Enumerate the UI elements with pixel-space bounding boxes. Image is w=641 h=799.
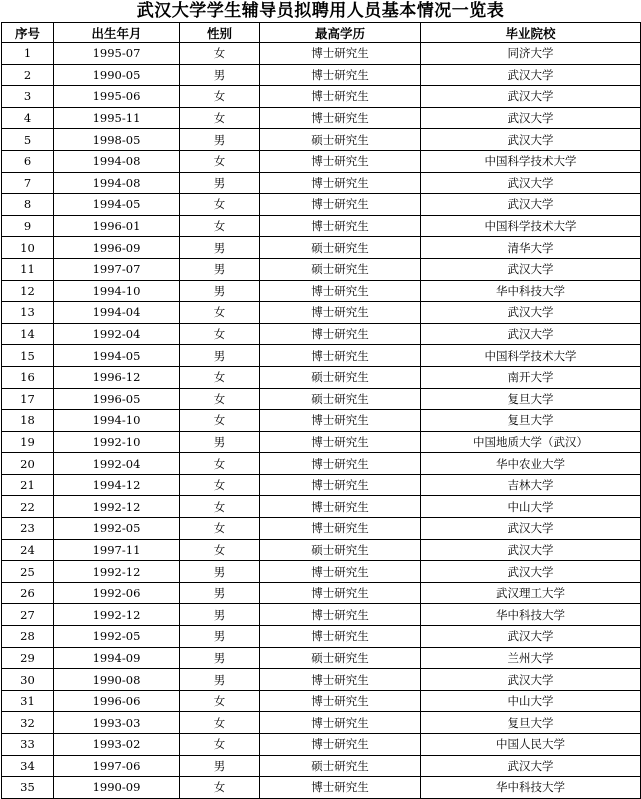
cell-degree: 硕士研究生 xyxy=(260,366,421,388)
cell-index: 1 xyxy=(2,43,54,65)
header-school: 毕业院校 xyxy=(421,23,641,43)
cell-degree: 博士研究生 xyxy=(260,150,421,172)
cell-gender: 男 xyxy=(180,258,260,280)
cell-gender: 女 xyxy=(180,539,260,561)
table-row xyxy=(2,388,641,410)
table-row xyxy=(2,280,641,302)
cell-degree: 博士研究生 xyxy=(260,86,421,108)
cell-school: 复旦大学 xyxy=(421,712,641,734)
cell-school: 武汉大学 xyxy=(421,626,641,648)
cell-birth: 1992-12 xyxy=(54,496,180,518)
cell-birth: 1994-08 xyxy=(54,150,180,172)
table-row xyxy=(2,734,641,756)
cell-school: 武汉大学 xyxy=(421,129,641,151)
cell-degree: 博士研究生 xyxy=(260,302,421,324)
table-row xyxy=(2,150,641,172)
cell-index: 34 xyxy=(2,755,54,777)
cell-gender: 女 xyxy=(180,150,260,172)
cell-gender: 女 xyxy=(180,410,260,432)
cell-index: 11 xyxy=(2,258,54,280)
cell-school: 武汉大学 xyxy=(421,172,641,194)
cell-index: 33 xyxy=(2,734,54,756)
table-row xyxy=(2,107,641,129)
cell-birth: 1995-06 xyxy=(54,86,180,108)
cell-gender: 男 xyxy=(180,647,260,669)
cell-degree: 博士研究生 xyxy=(260,734,421,756)
cell-index: 10 xyxy=(2,237,54,259)
cell-birth: 1996-12 xyxy=(54,366,180,388)
cell-gender: 女 xyxy=(180,734,260,756)
cell-school: 武汉大学 xyxy=(421,669,641,691)
cell-gender: 女 xyxy=(180,777,260,799)
cell-birth: 1994-04 xyxy=(54,302,180,324)
cell-degree: 硕士研究生 xyxy=(260,129,421,151)
cell-school: 武汉大学 xyxy=(421,518,641,540)
table-row xyxy=(2,604,641,626)
page-title: 武汉大学学生辅导员拟聘用人员基本情况一览表 xyxy=(136,1,505,21)
table-row xyxy=(2,237,641,259)
table-row xyxy=(2,561,641,583)
table-row xyxy=(2,172,641,194)
table-row xyxy=(2,129,641,151)
cell-degree: 博士研究生 xyxy=(260,431,421,453)
cell-gender: 女 xyxy=(180,518,260,540)
cell-gender: 男 xyxy=(180,64,260,86)
cell-school: 武汉理工大学 xyxy=(421,582,641,604)
cell-birth: 1992-10 xyxy=(54,431,180,453)
cell-degree: 硕士研究生 xyxy=(260,647,421,669)
table-row xyxy=(2,496,641,518)
cell-degree: 博士研究生 xyxy=(260,215,421,237)
cell-birth: 1996-05 xyxy=(54,388,180,410)
header-gender: 性别 xyxy=(180,23,260,43)
table-row xyxy=(2,626,641,648)
cell-degree: 硕士研究生 xyxy=(260,258,421,280)
cell-degree: 硕士研究生 xyxy=(260,755,421,777)
cell-degree: 博士研究生 xyxy=(260,496,421,518)
cell-gender: 女 xyxy=(180,712,260,734)
cell-degree: 博士研究生 xyxy=(260,280,421,302)
cell-index: 15 xyxy=(2,345,54,367)
cell-birth: 1990-09 xyxy=(54,777,180,799)
cell-school: 武汉大学 xyxy=(421,539,641,561)
cell-school: 武汉大学 xyxy=(421,194,641,216)
cell-degree: 博士研究生 xyxy=(260,345,421,367)
cell-index: 28 xyxy=(2,626,54,648)
cell-degree: 博士研究生 xyxy=(260,690,421,712)
cell-birth: 1998-05 xyxy=(54,129,180,151)
cell-degree: 硕士研究生 xyxy=(260,539,421,561)
cell-gender: 女 xyxy=(180,86,260,108)
cell-school: 武汉大学 xyxy=(421,561,641,583)
cell-school: 中山大学 xyxy=(421,496,641,518)
cell-birth: 1992-05 xyxy=(54,518,180,540)
cell-birth: 1994-10 xyxy=(54,410,180,432)
cell-degree: 博士研究生 xyxy=(260,626,421,648)
cell-birth: 1993-02 xyxy=(54,734,180,756)
cell-school: 吉林大学 xyxy=(421,474,641,496)
table-row xyxy=(2,712,641,734)
cell-school: 复旦大学 xyxy=(421,388,641,410)
cell-school: 武汉大学 xyxy=(421,323,641,345)
header-degree: 最高学历 xyxy=(260,23,421,43)
cell-gender: 男 xyxy=(180,237,260,259)
cell-birth: 1992-06 xyxy=(54,582,180,604)
cell-school: 武汉大学 xyxy=(421,755,641,777)
cell-index: 9 xyxy=(2,215,54,237)
cell-school: 华中农业大学 xyxy=(421,453,641,475)
cell-birth: 1994-05 xyxy=(54,345,180,367)
cell-index: 3 xyxy=(2,86,54,108)
cell-birth: 1993-03 xyxy=(54,712,180,734)
cell-school: 中国科学技术大学 xyxy=(421,345,641,367)
table-row xyxy=(2,194,641,216)
table-row xyxy=(2,345,641,367)
cell-degree: 博士研究生 xyxy=(260,323,421,345)
cell-index: 26 xyxy=(2,582,54,604)
cell-school: 武汉大学 xyxy=(421,258,641,280)
cell-index: 21 xyxy=(2,474,54,496)
cell-degree: 博士研究生 xyxy=(260,410,421,432)
cell-birth: 1994-05 xyxy=(54,194,180,216)
cell-degree: 博士研究生 xyxy=(260,777,421,799)
cell-gender: 男 xyxy=(180,129,260,151)
cell-index: 27 xyxy=(2,604,54,626)
cell-index: 20 xyxy=(2,453,54,475)
cell-birth: 1996-09 xyxy=(54,237,180,259)
cell-index: 13 xyxy=(2,302,54,324)
cell-degree: 博士研究生 xyxy=(260,453,421,475)
cell-school: 兰州大学 xyxy=(421,647,641,669)
table-row xyxy=(2,755,641,777)
table-row xyxy=(2,453,641,475)
table-row xyxy=(2,43,641,65)
cell-degree: 博士研究生 xyxy=(260,582,421,604)
cell-index: 19 xyxy=(2,431,54,453)
cell-index: 7 xyxy=(2,172,54,194)
table-row xyxy=(2,323,641,345)
cell-index: 18 xyxy=(2,410,54,432)
cell-index: 5 xyxy=(2,129,54,151)
cell-gender: 女 xyxy=(180,107,260,129)
cell-school: 中国科学技术大学 xyxy=(421,215,641,237)
cell-degree: 博士研究生 xyxy=(260,64,421,86)
cell-birth: 1990-05 xyxy=(54,64,180,86)
cell-index: 17 xyxy=(2,388,54,410)
staff-table xyxy=(1,22,641,799)
cell-school: 武汉大学 xyxy=(421,86,641,108)
cell-gender: 男 xyxy=(180,345,260,367)
cell-gender: 女 xyxy=(180,388,260,410)
cell-degree: 博士研究生 xyxy=(260,194,421,216)
cell-birth: 1992-12 xyxy=(54,604,180,626)
cell-gender: 女 xyxy=(180,474,260,496)
cell-school: 武汉大学 xyxy=(421,107,641,129)
cell-index: 30 xyxy=(2,669,54,691)
cell-gender: 女 xyxy=(180,323,260,345)
cell-gender: 男 xyxy=(180,431,260,453)
table-row xyxy=(2,366,641,388)
cell-index: 32 xyxy=(2,712,54,734)
table-row xyxy=(2,64,641,86)
cell-birth: 1997-06 xyxy=(54,755,180,777)
cell-birth: 1992-05 xyxy=(54,626,180,648)
cell-school: 中山大学 xyxy=(421,690,641,712)
table-row xyxy=(2,777,641,799)
cell-gender: 女 xyxy=(180,215,260,237)
cell-birth: 1994-08 xyxy=(54,172,180,194)
header-birth: 出生年月 xyxy=(54,23,180,43)
cell-birth: 1994-12 xyxy=(54,474,180,496)
cell-index: 22 xyxy=(2,496,54,518)
cell-school: 复旦大学 xyxy=(421,410,641,432)
cell-school: 武汉大学 xyxy=(421,302,641,324)
cell-gender: 男 xyxy=(180,755,260,777)
cell-degree: 博士研究生 xyxy=(260,712,421,734)
table-row xyxy=(2,474,641,496)
cell-index: 12 xyxy=(2,280,54,302)
cell-birth: 1990-08 xyxy=(54,669,180,691)
cell-school: 武汉大学 xyxy=(421,64,641,86)
cell-gender: 男 xyxy=(180,626,260,648)
cell-degree: 博士研究生 xyxy=(260,474,421,496)
cell-birth: 1997-07 xyxy=(54,258,180,280)
cell-degree: 博士研究生 xyxy=(260,518,421,540)
cell-degree: 硕士研究生 xyxy=(260,388,421,410)
cell-index: 25 xyxy=(2,561,54,583)
cell-school: 华中科技大学 xyxy=(421,777,641,799)
table-row xyxy=(2,539,641,561)
cell-birth: 1992-04 xyxy=(54,323,180,345)
cell-index: 29 xyxy=(2,647,54,669)
cell-degree: 硕士研究生 xyxy=(260,237,421,259)
cell-gender: 男 xyxy=(180,669,260,691)
cell-index: 8 xyxy=(2,194,54,216)
cell-school: 南开大学 xyxy=(421,366,641,388)
cell-degree: 博士研究生 xyxy=(260,669,421,691)
table-row xyxy=(2,410,641,432)
cell-birth: 1996-01 xyxy=(54,215,180,237)
cell-index: 23 xyxy=(2,518,54,540)
cell-degree: 博士研究生 xyxy=(260,43,421,65)
cell-school: 华中科技大学 xyxy=(421,280,641,302)
cell-birth: 1992-04 xyxy=(54,453,180,475)
cell-gender: 女 xyxy=(180,496,260,518)
header-index: 序号 xyxy=(2,23,54,43)
table-header-row xyxy=(2,23,641,43)
cell-degree: 博士研究生 xyxy=(260,604,421,626)
cell-birth: 1992-12 xyxy=(54,561,180,583)
cell-gender: 女 xyxy=(180,690,260,712)
cell-gender: 女 xyxy=(180,43,260,65)
cell-gender: 女 xyxy=(180,366,260,388)
cell-school: 华中科技大学 xyxy=(421,604,641,626)
cell-gender: 男 xyxy=(180,582,260,604)
cell-degree: 博士研究生 xyxy=(260,172,421,194)
table-row xyxy=(2,690,641,712)
table-body xyxy=(2,43,641,799)
table-row xyxy=(2,669,641,691)
cell-index: 24 xyxy=(2,539,54,561)
table-row xyxy=(2,258,641,280)
table-row xyxy=(2,582,641,604)
cell-degree: 博士研究生 xyxy=(260,561,421,583)
cell-birth: 1995-07 xyxy=(54,43,180,65)
cell-index: 2 xyxy=(2,64,54,86)
cell-gender: 男 xyxy=(180,280,260,302)
cell-school: 同济大学 xyxy=(421,43,641,65)
cell-birth: 1995-11 xyxy=(54,107,180,129)
cell-school: 中国人民大学 xyxy=(421,734,641,756)
table-row xyxy=(2,431,641,453)
cell-gender: 女 xyxy=(180,194,260,216)
table-row xyxy=(2,86,641,108)
table-row xyxy=(2,647,641,669)
cell-gender: 男 xyxy=(180,604,260,626)
cell-gender: 女 xyxy=(180,302,260,324)
cell-index: 6 xyxy=(2,150,54,172)
cell-birth: 1997-11 xyxy=(54,539,180,561)
cell-gender: 女 xyxy=(180,453,260,475)
cell-gender: 男 xyxy=(180,561,260,583)
table-row xyxy=(2,302,641,324)
cell-school: 清华大学 xyxy=(421,237,641,259)
table-row xyxy=(2,518,641,540)
cell-school: 中国科学技术大学 xyxy=(421,150,641,172)
cell-index: 31 xyxy=(2,690,54,712)
cell-degree: 博士研究生 xyxy=(260,107,421,129)
cell-index: 4 xyxy=(2,107,54,129)
cell-school: 中国地质大学（武汉） xyxy=(421,431,641,453)
cell-birth: 1994-10 xyxy=(54,280,180,302)
cell-gender: 男 xyxy=(180,172,260,194)
cell-index: 14 xyxy=(2,323,54,345)
cell-index: 35 xyxy=(2,777,54,799)
cell-birth: 1996-06 xyxy=(54,690,180,712)
cell-birth: 1994-09 xyxy=(54,647,180,669)
table-row xyxy=(2,215,641,237)
cell-index: 16 xyxy=(2,366,54,388)
